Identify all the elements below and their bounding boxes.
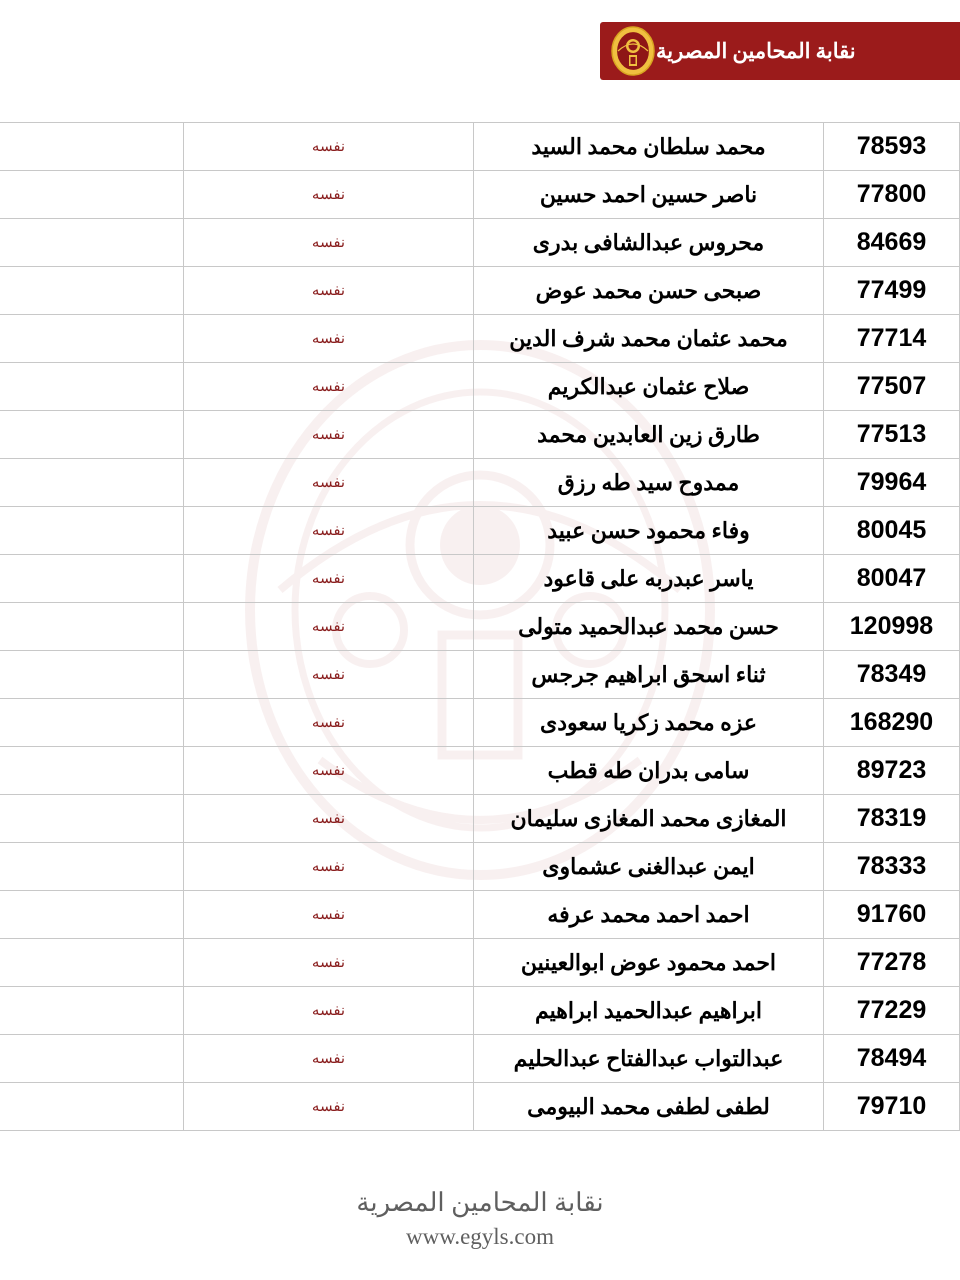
row-note: نفسه — [184, 891, 474, 939]
footer-organization-name: نقابة المحامين المصرية — [356, 1188, 604, 1217]
row-note: نفسه — [184, 843, 474, 891]
row-number: 77513 — [824, 411, 960, 459]
row-name: محروس عبدالشافى بدرى — [474, 219, 824, 267]
table-row — [0, 507, 960, 555]
row-name: ابراهيم عبدالحميد ابراهيم — [474, 987, 824, 1035]
row-number: 78494 — [824, 1035, 960, 1083]
row-note: نفسه — [184, 939, 474, 987]
row-number: 78333 — [824, 843, 960, 891]
table-row — [0, 363, 960, 411]
table-row — [0, 411, 960, 459]
page-footer — [0, 1188, 960, 1250]
table-row — [0, 219, 960, 267]
row-blank-cell — [0, 795, 184, 843]
row-name: ثناء اسحق ابراهيم جرجس — [474, 651, 824, 699]
table-row — [0, 699, 960, 747]
table-row — [0, 459, 960, 507]
row-number: 78349 — [824, 651, 960, 699]
row-number: 77499 — [824, 267, 960, 315]
row-name: ايمن عبدالغنى عشماوى — [474, 843, 824, 891]
row-blank-cell — [0, 507, 184, 555]
table-row — [0, 891, 960, 939]
table-row — [0, 1035, 960, 1083]
row-name: ياسر عبدربه على قاعود — [474, 555, 824, 603]
row-note: نفسه — [184, 1083, 474, 1131]
row-number: 80045 — [824, 507, 960, 555]
row-note: نفسه — [184, 699, 474, 747]
row-blank-cell — [0, 843, 184, 891]
row-name: المغازى محمد المغازى سليمان — [474, 795, 824, 843]
registrants-table-body — [0, 123, 960, 1131]
row-note: نفسه — [184, 507, 474, 555]
row-note: نفسه — [184, 795, 474, 843]
row-name: لطفى لطفى محمد البيومى — [474, 1083, 824, 1131]
row-number: 80047 — [824, 555, 960, 603]
row-number: 78593 — [824, 123, 960, 171]
syndicate-emblem-icon — [610, 26, 656, 76]
row-note: نفسه — [184, 603, 474, 651]
row-blank-cell — [0, 939, 184, 987]
row-blank-cell — [0, 651, 184, 699]
registrants-table-container — [0, 122, 960, 1131]
row-blank-cell — [0, 171, 184, 219]
row-number: 77229 — [824, 987, 960, 1035]
row-name: سامى بدران طه قطب — [474, 747, 824, 795]
row-name: ممدوح سيد طه رزق — [474, 459, 824, 507]
row-blank-cell — [0, 219, 184, 267]
row-note: نفسه — [184, 411, 474, 459]
row-blank-cell — [0, 699, 184, 747]
table-row — [0, 267, 960, 315]
row-note: نفسه — [184, 651, 474, 699]
row-number: 120998 — [824, 603, 960, 651]
row-name: محمد عثمان محمد شرف الدين — [474, 315, 824, 363]
row-name: صلاح عثمان عبدالكريم — [474, 363, 824, 411]
row-name: وفاء محمود حسن عبيد — [474, 507, 824, 555]
registrants-table — [0, 122, 960, 1131]
row-blank-cell — [0, 267, 184, 315]
row-name: عزه محمد زكريا سعودى — [474, 699, 824, 747]
table-row — [0, 987, 960, 1035]
row-blank-cell — [0, 1035, 184, 1083]
row-note: نفسه — [184, 1035, 474, 1083]
row-number: 77507 — [824, 363, 960, 411]
row-name: صبحى حسن محمد عوض — [474, 267, 824, 315]
row-blank-cell — [0, 315, 184, 363]
row-note: نفسه — [184, 747, 474, 795]
row-note: نفسه — [184, 267, 474, 315]
row-number: 77278 — [824, 939, 960, 987]
row-name: ناصر حسين احمد حسين — [474, 171, 824, 219]
row-name: احمد احمد محمد عرفه — [474, 891, 824, 939]
table-row — [0, 555, 960, 603]
row-note: نفسه — [184, 987, 474, 1035]
row-blank-cell — [0, 459, 184, 507]
table-row — [0, 795, 960, 843]
row-number: 84669 — [824, 219, 960, 267]
row-blank-cell — [0, 603, 184, 651]
row-number: 168290 — [824, 699, 960, 747]
row-blank-cell — [0, 987, 184, 1035]
row-note: نفسه — [184, 363, 474, 411]
row-name: حسن محمد عبدالحميد متولى — [474, 603, 824, 651]
header-brand-band — [600, 22, 960, 80]
page-header — [0, 0, 960, 100]
table-row — [0, 603, 960, 651]
table-row — [0, 747, 960, 795]
row-note: نفسه — [184, 219, 474, 267]
table-row — [0, 315, 960, 363]
row-blank-cell — [0, 747, 184, 795]
row-note: نفسه — [184, 171, 474, 219]
row-blank-cell — [0, 555, 184, 603]
row-number: 91760 — [824, 891, 960, 939]
table-row — [0, 171, 960, 219]
header-title: نقابة المحامين المصرية — [656, 38, 856, 63]
table-row — [0, 651, 960, 699]
row-name: طارق زين العابدين محمد — [474, 411, 824, 459]
row-blank-cell — [0, 123, 184, 171]
row-number: 77714 — [824, 315, 960, 363]
row-name: عبدالتواب عبدالفتاح عبدالحليم — [474, 1035, 824, 1083]
row-number: 78319 — [824, 795, 960, 843]
row-blank-cell — [0, 891, 184, 939]
row-note: نفسه — [184, 123, 474, 171]
row-number: 89723 — [824, 747, 960, 795]
row-note: نفسه — [184, 459, 474, 507]
row-blank-cell — [0, 363, 184, 411]
row-number: 79964 — [824, 459, 960, 507]
row-blank-cell — [0, 411, 184, 459]
row-name: محمد سلطان محمد السيد — [474, 123, 824, 171]
row-number: 77800 — [824, 171, 960, 219]
footer-website-url: www.egyls.com — [406, 1224, 554, 1249]
row-number: 79710 — [824, 1083, 960, 1131]
row-note: نفسه — [184, 555, 474, 603]
row-blank-cell — [0, 1083, 184, 1131]
table-row — [0, 939, 960, 987]
table-row — [0, 1083, 960, 1131]
row-note: نفسه — [184, 315, 474, 363]
table-row — [0, 123, 960, 171]
row-name: احمد محمود عوض ابوالعينين — [474, 939, 824, 987]
table-row — [0, 843, 960, 891]
